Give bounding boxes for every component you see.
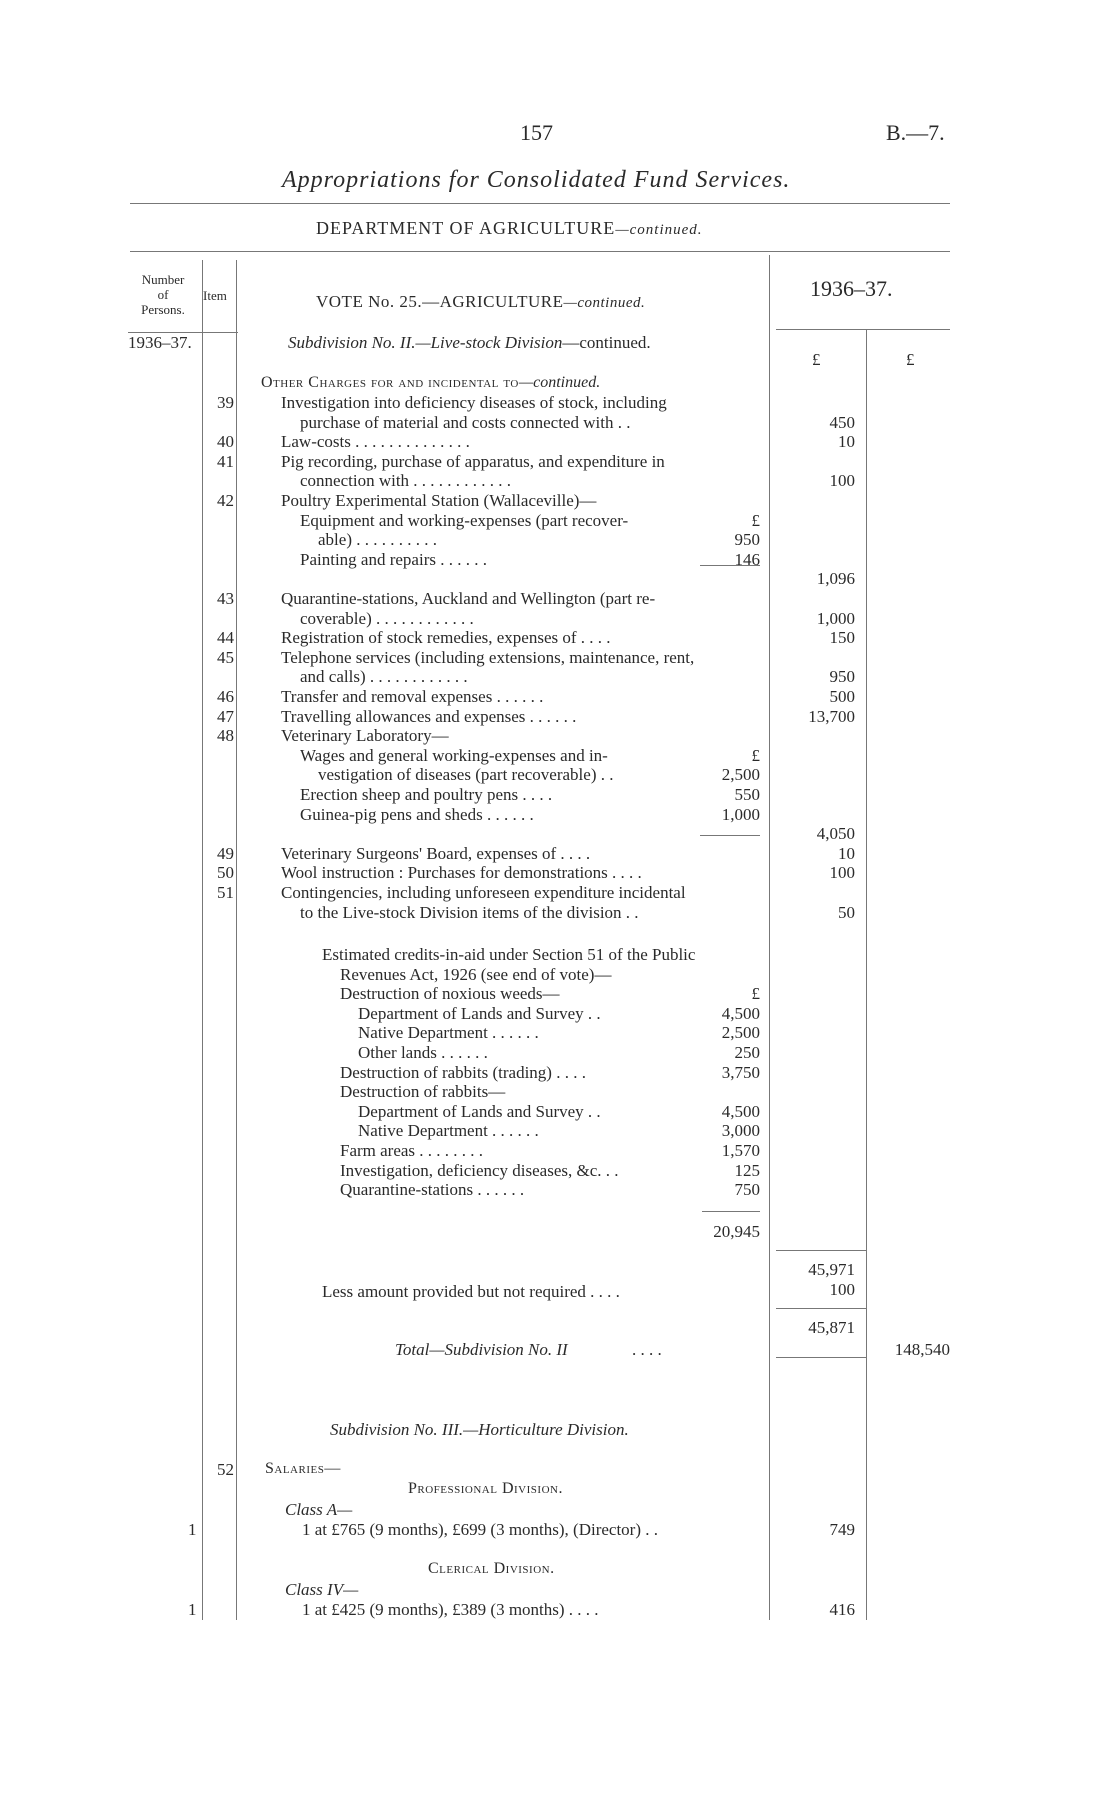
- sub-amount: £: [751, 745, 760, 765]
- year-header: 1936–37.: [810, 276, 893, 301]
- charge-description: able) . . . . . . . . . .: [318, 530, 437, 550]
- vote-heading: [316, 292, 645, 312]
- credit-row: [0, 1023, 1114, 1043]
- charge-description: Erection sheep and poultry pens . . . .: [300, 785, 553, 804]
- total-subdivision-2-amount: 148,540: [894, 1340, 950, 1359]
- credit-row: [0, 945, 1114, 965]
- total-subdivision-2-label: Total—Subdivision No. II: [395, 1340, 568, 1359]
- charge-description: Equipment and working-expenses (part recover-: [300, 510, 629, 530]
- charge-row: [0, 746, 1114, 766]
- sub-amount: 2,500: [721, 765, 760, 785]
- charge-description: Quarantine-stations, Auckland and Wellington (part re-: [281, 589, 656, 608]
- class-iv-amount: 416: [829, 1600, 855, 1619]
- charge-row: [0, 511, 1114, 531]
- charge-row: [0, 648, 1114, 668]
- credit-row: [0, 1043, 1114, 1063]
- amount: 10: [838, 843, 855, 863]
- credit-description: Department of Lands and Survey . .: [358, 1003, 601, 1023]
- credit-description: Quarantine-stations . . . . . .: [340, 1180, 525, 1200]
- year-left-header: 1936–37.: [128, 333, 192, 352]
- charge-row: [0, 805, 1114, 825]
- credit-row: [0, 1082, 1114, 1102]
- charge-description: Investigation into deficiency diseases of stock, including: [281, 393, 667, 412]
- amount: 1,096: [816, 569, 855, 589]
- credits-total-rule: [702, 1211, 760, 1212]
- item-number: 49: [217, 843, 234, 863]
- charge-description: Wages and general working-expenses and in-: [300, 745, 608, 765]
- amount: 100: [829, 863, 855, 883]
- charge-row: [0, 393, 1114, 413]
- item-number: 51: [217, 883, 234, 902]
- charge-description: Contingencies, including unforeseen expenditure incidental: [281, 883, 686, 902]
- subdivision-3-division: —Horticulture Division.: [463, 1420, 629, 1439]
- vote-continued: —continued.: [563, 295, 646, 311]
- charge-description: Travelling allowances and expenses . . . . . .: [281, 706, 577, 726]
- charge-row: [0, 785, 1114, 805]
- charge-row: [0, 667, 1114, 687]
- charge-row: [0, 530, 1114, 550]
- class-iv-label: Class IV—: [285, 1580, 359, 1599]
- amount: 13,700: [808, 706, 855, 726]
- item-year-rule: [208, 332, 238, 333]
- charge-description: Poultry Experimental Station (Wallaceville)—: [281, 491, 597, 510]
- department-continued: —continued.: [615, 222, 703, 238]
- sub-amount: 146: [734, 549, 760, 569]
- charge-row: [0, 628, 1114, 648]
- sum-2: 45,871: [808, 1318, 855, 1337]
- credit-amount: £: [751, 984, 760, 1004]
- class-a-desc: 1 at £765 (9 months), £699 (3 months), (Director) . .: [302, 1520, 658, 1539]
- class-iv-desc: 1 at £425 (9 months), £389 (3 months) . . . .: [302, 1600, 599, 1619]
- class-a-label: Class A—: [285, 1500, 353, 1519]
- page-title: Appropriations for Consolidated Fund Services.: [282, 167, 791, 193]
- charge-description: Veterinary Surgeons' Board, expenses of . . . .: [281, 843, 591, 863]
- other-charges-heading: [261, 374, 600, 392]
- charge-description: connection with . . . . . . . . . . . .: [300, 471, 512, 491]
- charge-row: [0, 765, 1114, 785]
- amount: 10: [838, 432, 855, 452]
- credit-row: [0, 984, 1114, 1004]
- charge-row: [0, 883, 1114, 903]
- credit-description: Estimated credits-in-aid under Section 51 of the Public: [322, 945, 696, 964]
- credit-amount: 3,000: [721, 1121, 760, 1141]
- credit-description: Destruction of rabbits—: [340, 1082, 506, 1102]
- sub-amount: 1,000: [721, 804, 760, 824]
- charge-row: [0, 491, 1114, 511]
- professional-division-heading: Professional Division.: [408, 1480, 563, 1497]
- item-number: 48: [217, 726, 234, 746]
- subdivision-2-continued: —continued.: [562, 333, 651, 352]
- amount-head-rule: [776, 329, 950, 330]
- charge-description: Painting and repairs . . . . . .: [300, 549, 487, 569]
- total-rule: [776, 1357, 866, 1358]
- credit-amount: 4,500: [721, 1101, 760, 1121]
- subdivision-2-title: Subdivision No. II.—Live-stock Division: [288, 333, 563, 352]
- credit-row: [0, 1004, 1114, 1024]
- credit-row: [0, 1121, 1114, 1141]
- charge-description: Registration of stock remedies, expenses of . . . .: [281, 628, 611, 648]
- credit-amount: 2,500: [721, 1023, 760, 1043]
- total-subdivision-2: [395, 1340, 662, 1360]
- charge-description: vestigation of diseases (part recoverable) . .: [318, 765, 614, 785]
- charge-row: [0, 569, 1114, 589]
- total-subdivision-2-dots: . . . .: [631, 1340, 662, 1359]
- charge-row: [0, 687, 1114, 707]
- other-charges-title: Other Charges for and incidental to: [261, 374, 519, 391]
- persons-year-rule: [128, 332, 208, 333]
- credit-amount: 750: [734, 1180, 760, 1200]
- subdivision-3-heading: [330, 1420, 629, 1440]
- credit-amount: 3,750: [721, 1062, 760, 1082]
- persons-header-line: of: [157, 287, 169, 302]
- credit-description: Native Department . . . . . .: [358, 1023, 539, 1043]
- persons-header-line: Number: [141, 272, 185, 287]
- amount: 100: [829, 471, 855, 491]
- item-number: 39: [217, 393, 234, 412]
- credit-row: [0, 1161, 1114, 1181]
- class-a-amount: 749: [829, 1520, 855, 1539]
- credit-description: Department of Lands and Survey . .: [358, 1101, 601, 1121]
- item-number: 43: [217, 589, 234, 608]
- charge-row: [0, 550, 1114, 570]
- amount: 50: [838, 902, 855, 922]
- charge-row: [0, 844, 1114, 864]
- charge-description: Wool instruction : Purchases for demonstrations . . . .: [281, 863, 642, 883]
- charge-description: Guinea-pig pens and sheds . . . . . .: [300, 804, 534, 824]
- charge-description: Transfer and removal expenses . . . . . .: [281, 687, 544, 706]
- charge-row: [0, 726, 1114, 746]
- item-header: Item: [203, 288, 227, 303]
- credit-row: [0, 1180, 1114, 1200]
- pound-header-2: £: [906, 350, 915, 369]
- amount: 4,050: [816, 824, 855, 844]
- amount: 950: [829, 667, 855, 687]
- item-number: 42: [217, 491, 234, 510]
- credits-total: 20,945: [713, 1222, 760, 1241]
- page-number: 157: [520, 120, 553, 145]
- item-number: 47: [217, 706, 234, 726]
- item-number: 45: [217, 647, 234, 667]
- credit-description: Revenues Act, 1926 (see end of vote)—: [340, 964, 612, 984]
- item-number: 41: [217, 451, 234, 471]
- sub-amount: 950: [734, 530, 760, 550]
- amount: 1,000: [816, 608, 855, 628]
- charge-row: [0, 589, 1114, 609]
- item-52: 52: [217, 1460, 234, 1479]
- less-amount: 100: [829, 1280, 855, 1299]
- charge-description: to the Live-stock Division items of the division . .: [300, 902, 639, 922]
- credit-amount: 125: [734, 1160, 760, 1180]
- charge-description: and calls) . . . . . . . . . . . .: [300, 667, 468, 687]
- clerical-division-heading: Clerical Division.: [428, 1560, 555, 1577]
- charge-row: [0, 413, 1114, 433]
- amount: 500: [829, 687, 855, 706]
- charge-description: coverable) . . . . . . . . . . . .: [300, 608, 474, 628]
- sum-rule-1: [776, 1250, 866, 1251]
- credit-description: Other lands . . . . . .: [358, 1043, 488, 1062]
- sub-amount: £: [751, 510, 760, 530]
- charge-description: Pig recording, purchase of apparatus, and expenditure in: [281, 451, 665, 471]
- charge-description: Veterinary Laboratory—: [281, 726, 449, 746]
- charge-description: Telephone services (including extensions, maintenance, rent,: [281, 647, 695, 667]
- page-reference: B.—7.: [886, 120, 945, 145]
- title-rule: [130, 203, 950, 204]
- sub-amount: 550: [734, 785, 760, 804]
- department-heading: [316, 218, 703, 239]
- charge-row: [0, 471, 1114, 491]
- item-number: 44: [217, 628, 234, 648]
- charge-row: [0, 863, 1114, 883]
- salaries-heading: Salaries—: [265, 1460, 341, 1477]
- class-iv-persons: 1: [188, 1600, 197, 1619]
- subdivision-2-heading: [288, 333, 651, 353]
- credit-description: Farm areas . . . . . . . .: [340, 1141, 484, 1160]
- credit-amount: 4,500: [721, 1003, 760, 1023]
- credit-amount: 250: [734, 1043, 760, 1062]
- persons-header: [132, 272, 194, 317]
- credit-description: Destruction of noxious weeds—: [340, 984, 560, 1004]
- credit-description: Native Department . . . . . .: [358, 1121, 539, 1141]
- class-a-persons: 1: [188, 1520, 197, 1539]
- charge-description: purchase of material and costs connected with . .: [300, 412, 631, 432]
- credit-row: [0, 1063, 1114, 1083]
- charge-row: [0, 452, 1114, 472]
- item-number: 46: [217, 687, 234, 706]
- amount: 150: [829, 628, 855, 648]
- subdivision-3-title: Subdivision No. III.: [330, 1420, 464, 1439]
- item-number: 40: [217, 432, 234, 452]
- pound-header-1: £: [812, 350, 821, 369]
- less-desc: Less amount provided but not required . . . .: [322, 1282, 620, 1301]
- credit-row: [0, 965, 1114, 985]
- charge-row: [0, 432, 1114, 452]
- vote-title: VOTE No. 25.—AGRICULTURE: [316, 292, 564, 311]
- credit-row: [0, 1102, 1114, 1122]
- subtotal-rule: [700, 565, 760, 566]
- other-charges-continued: —continued.: [518, 374, 601, 391]
- amount: 450: [829, 412, 855, 432]
- credit-row: [0, 1141, 1114, 1161]
- department-name: DEPARTMENT OF AGRICULTURE: [316, 218, 616, 238]
- credit-description: Investigation, deficiency diseases, &c. . .: [340, 1160, 619, 1180]
- charge-row: [0, 609, 1114, 629]
- table-top-rule: [130, 251, 950, 252]
- charge-row: [0, 707, 1114, 727]
- persons-header-line: Persons.: [141, 302, 185, 317]
- credit-description: Destruction of rabbits (trading) . . . .: [340, 1062, 586, 1082]
- sum-1: 45,971: [808, 1260, 855, 1279]
- sum-rule-2: [776, 1308, 866, 1309]
- charge-row: [0, 824, 1114, 844]
- credit-amount: 1,570: [721, 1141, 760, 1160]
- subtotal-rule: [700, 835, 760, 836]
- item-number: 50: [217, 863, 234, 883]
- charge-description: Law-costs . . . . . . . . . . . . . .: [281, 432, 470, 452]
- charge-row: [0, 903, 1114, 923]
